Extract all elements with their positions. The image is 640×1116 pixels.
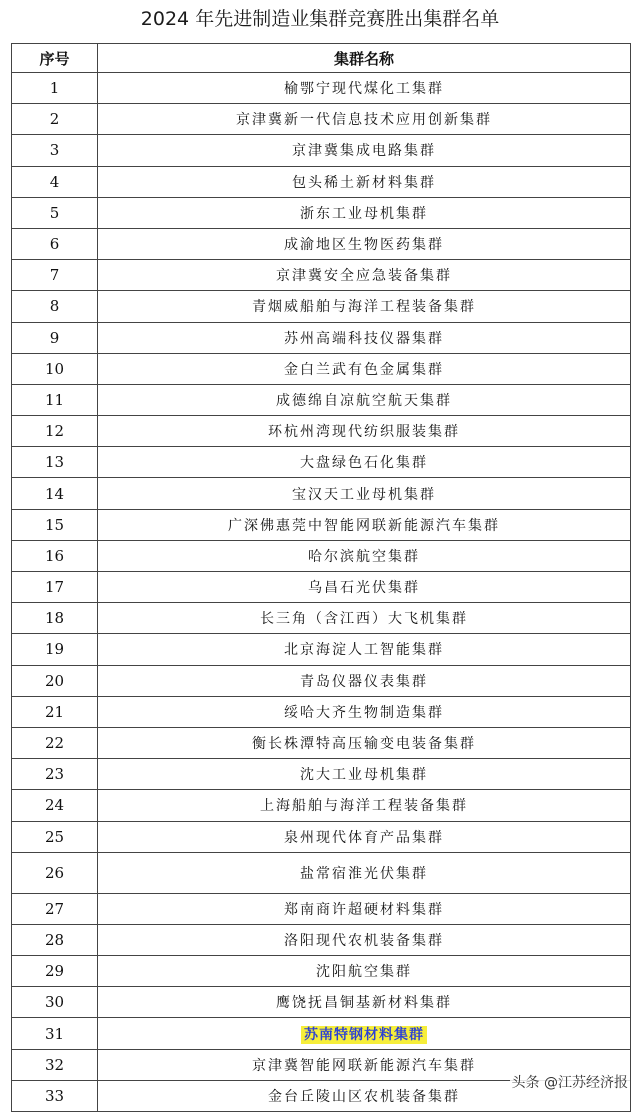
row-cluster-name: 金台丘陵山区农机装备集群	[98, 1080, 631, 1111]
row-cluster-name: 京津冀智能网联新能源汽车集群	[98, 1049, 631, 1080]
row-index: 29	[12, 956, 98, 987]
row-cluster-name: 上海船舶与海洋工程装备集群	[98, 790, 631, 821]
row-cluster-name: 成渝地区生物医药集群	[98, 228, 631, 259]
row-cluster-name: 北京海淀人工智能集群	[98, 634, 631, 665]
source-watermark: 头条 @江苏经济报	[510, 1072, 630, 1092]
table-row	[12, 166, 631, 197]
row-cluster-name: 青岛仪器仪表集群	[98, 665, 631, 696]
table-row	[12, 260, 631, 291]
row-cluster-name: 乌昌石光伏集群	[98, 572, 631, 603]
row-index: 25	[12, 821, 98, 852]
row-index: 3	[12, 135, 98, 166]
table-row	[12, 987, 631, 1018]
row-cluster-name: 绥哈大齐生物制造集群	[98, 696, 631, 727]
row-index: 10	[12, 353, 98, 384]
row-index: 12	[12, 416, 98, 447]
cluster-table	[11, 43, 631, 1112]
row-cluster-name: 鹰饶抚昌铜基新材料集群	[98, 987, 631, 1018]
row-cluster-name: 苏州高端科技仪器集群	[98, 322, 631, 353]
table-header-row	[12, 44, 631, 73]
row-cluster-name: 京津冀新一代信息技术应用创新集群	[98, 104, 631, 135]
row-cluster-name: 金白兰武有色金属集群	[98, 353, 631, 384]
row-cluster-name: 衡长株潭特高压输变电装备集群	[98, 727, 631, 758]
table-row	[12, 509, 631, 540]
table-row	[12, 353, 631, 384]
table-row	[12, 956, 631, 987]
row-index: 18	[12, 603, 98, 634]
row-index: 33	[12, 1080, 98, 1111]
header-name: 集群名称	[98, 44, 631, 73]
table-row	[12, 322, 631, 353]
row-cluster-name: 洛阳现代农机装备集群	[98, 924, 631, 955]
row-index: 14	[12, 478, 98, 509]
table-row	[12, 540, 631, 571]
row-cluster-name: 盐常宿淮光伏集群	[98, 852, 631, 893]
table-row	[12, 727, 631, 758]
highlighted-cluster-name: 苏南特钢材料集群	[301, 1026, 427, 1044]
table-row	[12, 603, 631, 634]
row-cluster-name: 包头稀土新材料集群	[98, 166, 631, 197]
page-title: 2024 年先进制造业集群竞赛胜出集群名单	[140, 8, 500, 30]
table-row	[12, 634, 631, 665]
row-index: 16	[12, 540, 98, 571]
table-row	[12, 696, 631, 727]
row-cluster-name	[98, 1018, 631, 1049]
row-index: 22	[12, 727, 98, 758]
row-index: 7	[12, 260, 98, 291]
row-index: 24	[12, 790, 98, 821]
row-cluster-name: 成德绵自凉航空航天集群	[98, 384, 631, 415]
row-index: 5	[12, 197, 98, 228]
table-row	[12, 924, 631, 955]
row-index: 28	[12, 924, 98, 955]
table-body	[12, 73, 631, 1112]
row-cluster-name: 泉州现代体育产品集群	[98, 821, 631, 852]
row-index: 19	[12, 634, 98, 665]
table-row	[12, 852, 631, 893]
row-index: 20	[12, 665, 98, 696]
row-index: 8	[12, 291, 98, 322]
row-index: 30	[12, 987, 98, 1018]
table-row	[12, 759, 631, 790]
table-row	[12, 665, 631, 696]
row-index: 27	[12, 893, 98, 924]
row-index: 4	[12, 166, 98, 197]
row-index: 26	[12, 852, 98, 893]
row-index: 11	[12, 384, 98, 415]
row-cluster-name: 郑南商许超硬材料集群	[98, 893, 631, 924]
row-index: 23	[12, 759, 98, 790]
row-cluster-name: 浙东工业母机集群	[98, 197, 631, 228]
row-index: 1	[12, 73, 98, 104]
table-row	[12, 790, 631, 821]
header-index: 序号	[12, 44, 98, 73]
table-row	[12, 893, 631, 924]
table-row	[12, 447, 631, 478]
row-cluster-name: 环杭州湾现代纺织服装集群	[98, 416, 631, 447]
row-cluster-name: 哈尔滨航空集群	[98, 540, 631, 571]
row-index: 13	[12, 447, 98, 478]
row-index: 2	[12, 104, 98, 135]
row-cluster-name: 广深佛惠莞中智能网联新能源汽车集群	[98, 509, 631, 540]
table-row	[12, 572, 631, 603]
row-index: 32	[12, 1049, 98, 1080]
row-cluster-name: 京津冀集成电路集群	[98, 135, 631, 166]
table-row	[12, 228, 631, 259]
row-cluster-name: 沈阳航空集群	[98, 956, 631, 987]
row-index: 17	[12, 572, 98, 603]
row-index: 31	[12, 1018, 98, 1049]
row-cluster-name: 沈大工业母机集群	[98, 759, 631, 790]
table-row	[12, 478, 631, 509]
row-cluster-name: 大盘绿色石化集群	[98, 447, 631, 478]
row-index: 9	[12, 322, 98, 353]
table-row-highlighted	[12, 1018, 631, 1049]
table-row	[12, 73, 631, 104]
row-index: 21	[12, 696, 98, 727]
table-row	[12, 384, 631, 415]
table-row	[12, 104, 631, 135]
row-cluster-name: 榆鄂宁现代煤化工集群	[98, 73, 631, 104]
table-row	[12, 416, 631, 447]
row-cluster-name: 青烟威船舶与海洋工程装备集群	[98, 291, 631, 322]
table-row	[12, 291, 631, 322]
table-row	[12, 135, 631, 166]
row-cluster-name: 京津冀安全应急装备集群	[98, 260, 631, 291]
row-cluster-name: 长三角（含江西）大飞机集群	[98, 603, 631, 634]
table-row	[12, 197, 631, 228]
row-index: 6	[12, 228, 98, 259]
row-index: 15	[12, 509, 98, 540]
row-cluster-name: 宝汉天工业母机集群	[98, 478, 631, 509]
table-row	[12, 821, 631, 852]
